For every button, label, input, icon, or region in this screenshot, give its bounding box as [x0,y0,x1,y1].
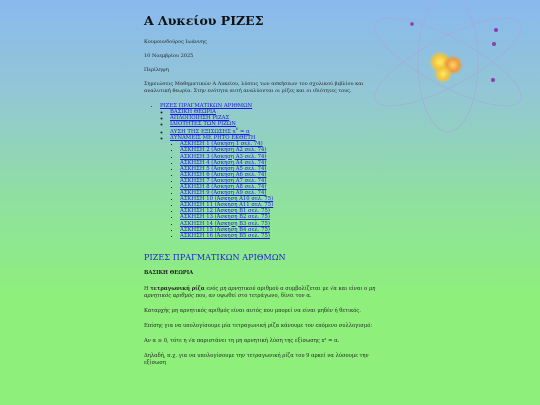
toc-item [160,103,384,239]
definition-paragraph: Η τετραγωνική ρίζα ενός μη αρνητικού αριθμού α συμβολίζεται με √α και είναι ο μη αρνητικός αριθμός που, αν υψωθεί στο τετράγωνο, δίνει τον α. [144,285,376,299]
abstract-label: Περίληψη [144,67,169,73]
toc-link-simplification[interactable]: ΑΠΛΟΠΟΙΗΣΗ ΡΙΖΑΣ [170,115,230,122]
page-title: Α Λυκείου ΡΙΖΕΣ [144,13,264,28]
exercise-link[interactable]: ΑΣΚΗΣΗ 15 (Άσκηση Β4 σελ. 75) [180,226,270,233]
exercise-link[interactable]: ΑΣΚΗΣΗ 2 (Άσκηση Α2 σελ. 74) [180,147,267,154]
exercise-link[interactable]: ΑΣΚΗΣΗ 11 (Άσκηση Α11 σελ. 75) [180,202,274,209]
paragraph: Δηλαδή, π.χ. για να υπολογίσουμε την τετραγωνική ρίζα του 9 αρκεί να λύσουμε την εξίσωση [144,352,369,366]
exercise-list-item [180,233,384,239]
author: Κουμουνδούρος Ιωάννης [144,39,207,45]
exercise-link[interactable]: ΑΣΚΗΣΗ 5 (Άσκηση Α5 σελ. 74) [180,165,267,172]
exercise-link[interactable]: ΑΣΚΗΣΗ 13 (Άσκηση Β2 σελ. 75) [180,214,270,221]
exercise-link[interactable]: ΑΣΚΗΣΗ 1 (Άσκηση 1 σελ. 74) [180,141,263,148]
toc-link-rational-powers[interactable]: ΔΥΝΑΜΕΙΣ ΜΕ ΡΗΤΟ ΕΚΘΕΤΗ [170,135,256,142]
toc-link-basic-theory[interactable]: ΒΑΣΙΚΗ ΘΕΩΡΙΑ [170,109,216,116]
section-heading: ΡΙΖΕΣ ΠΡΑΓΜΑΤΙΚΩΝ ΑΡΙΘΜΩΝ [144,252,286,262]
paragraph: Καταρχής μη αρνητικός αριθμός είναι αυτός που μπορεί να είναι μηδέν ή θετικός. [144,307,361,314]
table-of-contents [144,103,384,239]
abstract-text: Σημειώσεις Μαθηματικών Α Λυκείου, λύσεις των ασκήσεων του σχολικού βιβλίου και αναλυτική θεωρία. Στην ενότητα αυτή αναλύονται οι ρίζες και οι ιδιότητες τους. [144,81,364,94]
exercise-link[interactable]: ΑΣΚΗΣΗ 4 (Άσκηση Α4 σελ. 74) [180,159,267,166]
subsection-heading: ΒΑΣΙΚΗ ΘΕΩΡΙΑ [144,269,194,276]
exercise-link[interactable]: ΑΣΚΗΣΗ 16 (Άσκηση Β5 σελ. 75) [180,232,270,239]
exercise-link[interactable]: ΑΣΚΗΣΗ 9 (Άσκηση Α9 σελ. 74) [180,190,267,197]
exercise-link[interactable]: ΑΣΚΗΣΗ 3 (Άσκηση Α3 σελ. 74) [180,153,267,160]
exercise-link[interactable]: ΑΣΚΗΣΗ 8 (Άσκηση Α8 σελ. 74) [180,183,267,190]
exercise-link[interactable]: ΑΣΚΗΣΗ 6 (Άσκηση Α6 σελ. 74) [180,171,267,178]
exercise-list [170,141,384,239]
exercise-link[interactable]: ΑΣΚΗΣΗ 7 (Άσκηση Α7 σελ. 74) [180,177,267,184]
toc-link-equation[interactable]: ΛΥΣΗ ΤΗΣ ΕΞΙΣΩΣΗΣ x$^\nu$ = α [170,127,250,136]
exercise-link[interactable]: ΑΣΚΗΣΗ 10 (Άσκηση Α10 σελ. 75) [180,196,274,203]
paragraph: Αν α ≥ 0, τότε η √α παριστάνει τη μη αρνητική λύση της εξίσωσης x² = α. [144,337,340,344]
toc-link-main-section[interactable]: ΡΙΖΕΣ ΠΡΑΓΜΑΤΙΚΩΝ ΑΡΙΘΜΩΝ [160,103,253,109]
atom-illustration [370,0,540,140]
exercise-link[interactable]: ΑΣΚΗΣΗ 12 (Άσκηση Β1 σελ. 75) [180,208,270,215]
toc-link-properties[interactable]: ΙΔΙΟΤΗΤΕΣ ΤΩΝ ΡΙΖΩΝ [170,121,236,128]
exercise-link[interactable]: ΑΣΚΗΣΗ 14 (Άσκηση Β3 σελ. 75) [180,220,270,227]
paragraph: Επίσης για να υπολογίσουμε μία τετραγωνική ρίζα κάνουμε τον επόμενο συλλογισμό: [144,322,373,329]
date: 10 Νοεμβρίου 2025 [144,53,194,59]
document-body [144,10,384,375]
